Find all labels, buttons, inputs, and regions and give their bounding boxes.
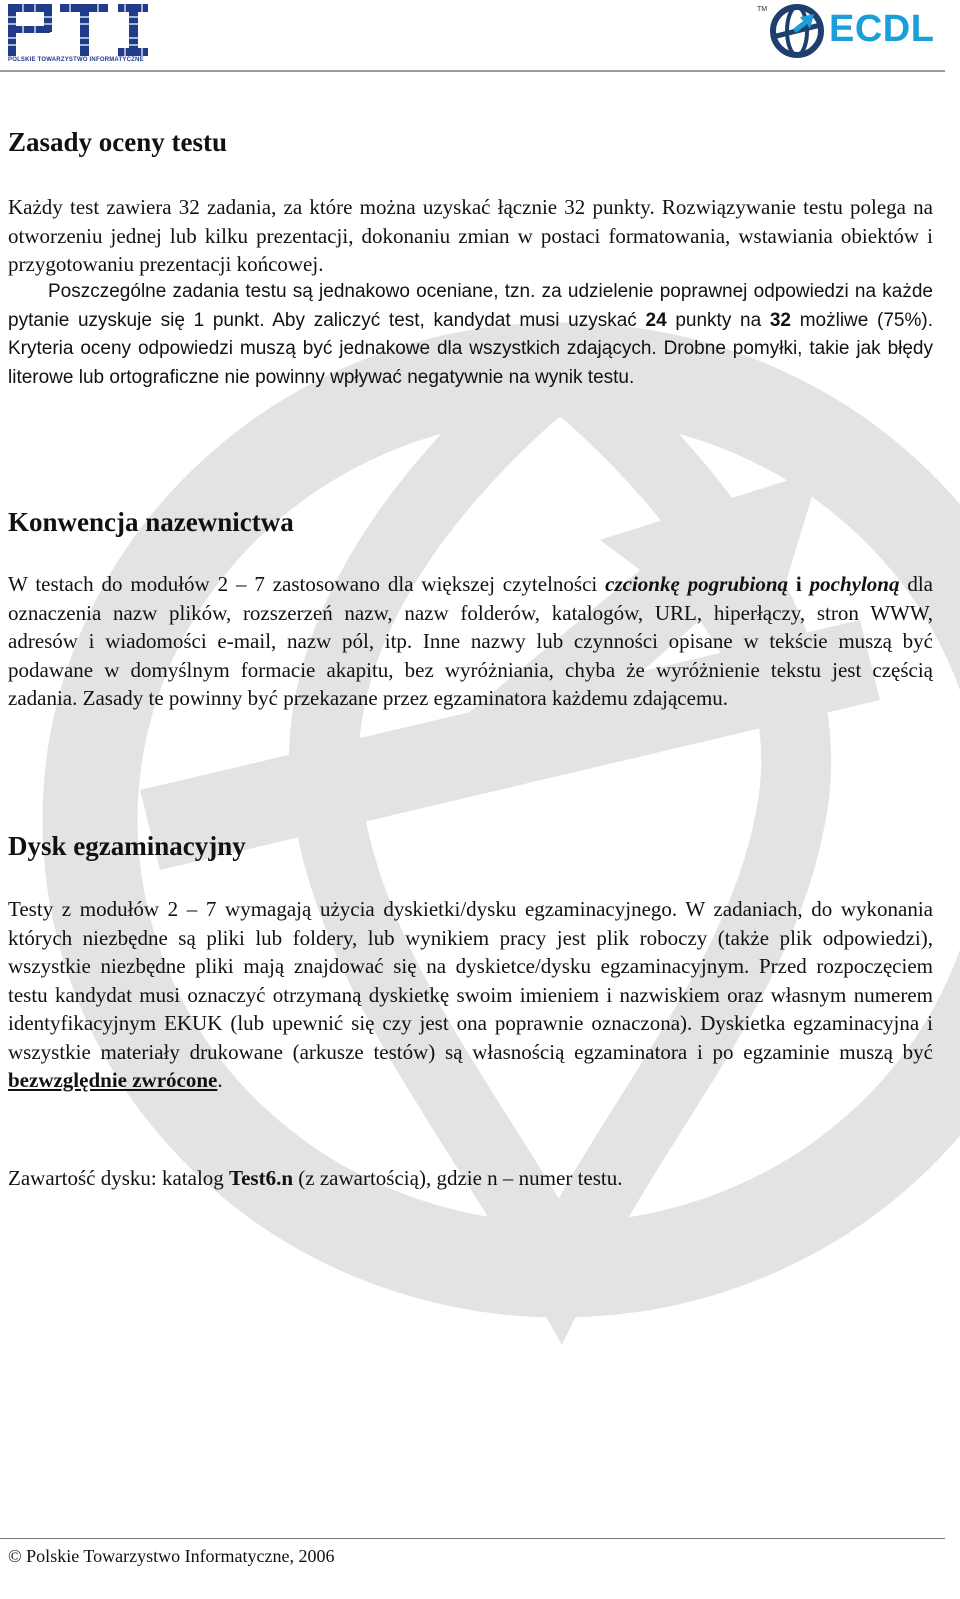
- disk-contents-label: Zawartość dysku: katalog: [8, 1166, 230, 1190]
- naming-conjunction: i: [788, 572, 810, 596]
- pti-logo: [8, 4, 158, 56]
- exam-disk-emphasis: bezwzględnie zwrócone: [8, 1068, 218, 1092]
- naming-text-a: W testach do modułów 2 – 7 zastosowano dla większej czytelności: [8, 572, 606, 596]
- section-title-naming: Konwencja nazewnictwa: [8, 507, 294, 537]
- section-title-scoring: Zasady oceny testu: [8, 127, 228, 157]
- naming-text-c: dla oznaczenia nazw plików, rozszerzeń nazw, nazw folderów, katalogów, URL, hiperłączy, stron WWW, adresów i wiadomości e-mail, nazw pól, itp. Inne nazwy lub czynności opisane w tekście muszą być podawane w domyślnym formacie akapitu, bez wyróżniania, chyba że wyróżnienie tekstu jest częścią zadania. Zasady te powinny być przekazane przez egzaminatora każdemu zdającemu.: [8, 572, 934, 710]
- footer-divider: [0, 1538, 945, 1539]
- page-header: [0, 0, 960, 72]
- ecdl-globe-icon: [768, 2, 826, 60]
- scoring-total-points: 32: [769, 309, 791, 331]
- header-divider: [0, 70, 945, 72]
- disk-contents-desc: (z zawartością), gdzie n – numer testu.: [293, 1166, 623, 1190]
- scoring-required-points: 24: [645, 309, 667, 331]
- disk-contents-paragraph: [8, 1164, 933, 1193]
- naming-bold-term: czcionkę pogrubioną: [605, 572, 789, 596]
- naming-italic-term: pochyloną: [809, 572, 900, 596]
- scoring-paragraph-1: Każdy test zawiera 32 zadania, za które można uzyskać łącznie 32 punkty. Rozwiązywanie testu polega na otworzeniu jednej lub kilku prezentacji, dokonaniu zmian w postaci formatowania, wstawiania obiektów i przygotowaniu prezentacji końcowej.: [8, 195, 933, 276]
- exam-disk-paragraph: [8, 895, 933, 1095]
- naming-paragraph: [8, 570, 933, 713]
- scoring-paragraph-2: [8, 278, 933, 392]
- scoring-text-c: punkty na: [666, 309, 770, 331]
- disk-folder-name: Test6.n: [229, 1166, 294, 1190]
- pti-logo-caption: POLSKIE TOWARZYSTWO INFORMATYCZNE: [8, 57, 144, 63]
- exam-disk-text: Testy z modułów 2 – 7 wymagają użycia dyskietki/dysku egzaminacyjnego. W zadaniach, do wykonania których niezbędne są pliki lub foldery, lub wynikiem pracy jest plik roboczy (także plik odpowiedzi), wszystkie niezbędne pliki mają znajdować się na dyskietce/dysku egzaminacyjnym. Przed rozpoczęciem testu kandydat musi oznaczyć otrzymaną dyskietkę swoim imieniem i nazwiskiem oraz własnym numerem identyfikacyjnym EKUK (lub upewnić się czy jest ona poprawnie oznaczona). Dyskietka egzaminacyjna i wszystkie materiały drukowane (arkusze testów) są własnością egzaminatora i po egzaminie muszą być: [8, 897, 933, 1064]
- exam-disk-end: .: [217, 1068, 223, 1092]
- ecdl-logo-text: ECDL: [829, 8, 935, 50]
- footer-copyright: © Polskie Towarzystwo Informatyczne, 2006: [8, 1546, 335, 1566]
- scoring-text-a: Poszczególne zadania testu są jednakowo oceniane, tzn. za udzielenie poprawnej odpowiedzi na każde pytanie uzyskuje się 1 punkt. Aby zaliczyć test, kandydat musi uzyskać: [8, 281, 933, 331]
- scoring-text-d: możliwe (75%). Kryteria oceny odpowiedzi muszą być jednakowe dla wszystkich zdających. Drobne pomyłki, takie jak błędy literowe lub ortograficzne nie powinny wpływać negatywnie na wynik testu.: [8, 309, 933, 388]
- trademark-mark: TM: [757, 6, 768, 13]
- section-title-exam-disk: Dysk egzaminacyjny: [8, 831, 246, 861]
